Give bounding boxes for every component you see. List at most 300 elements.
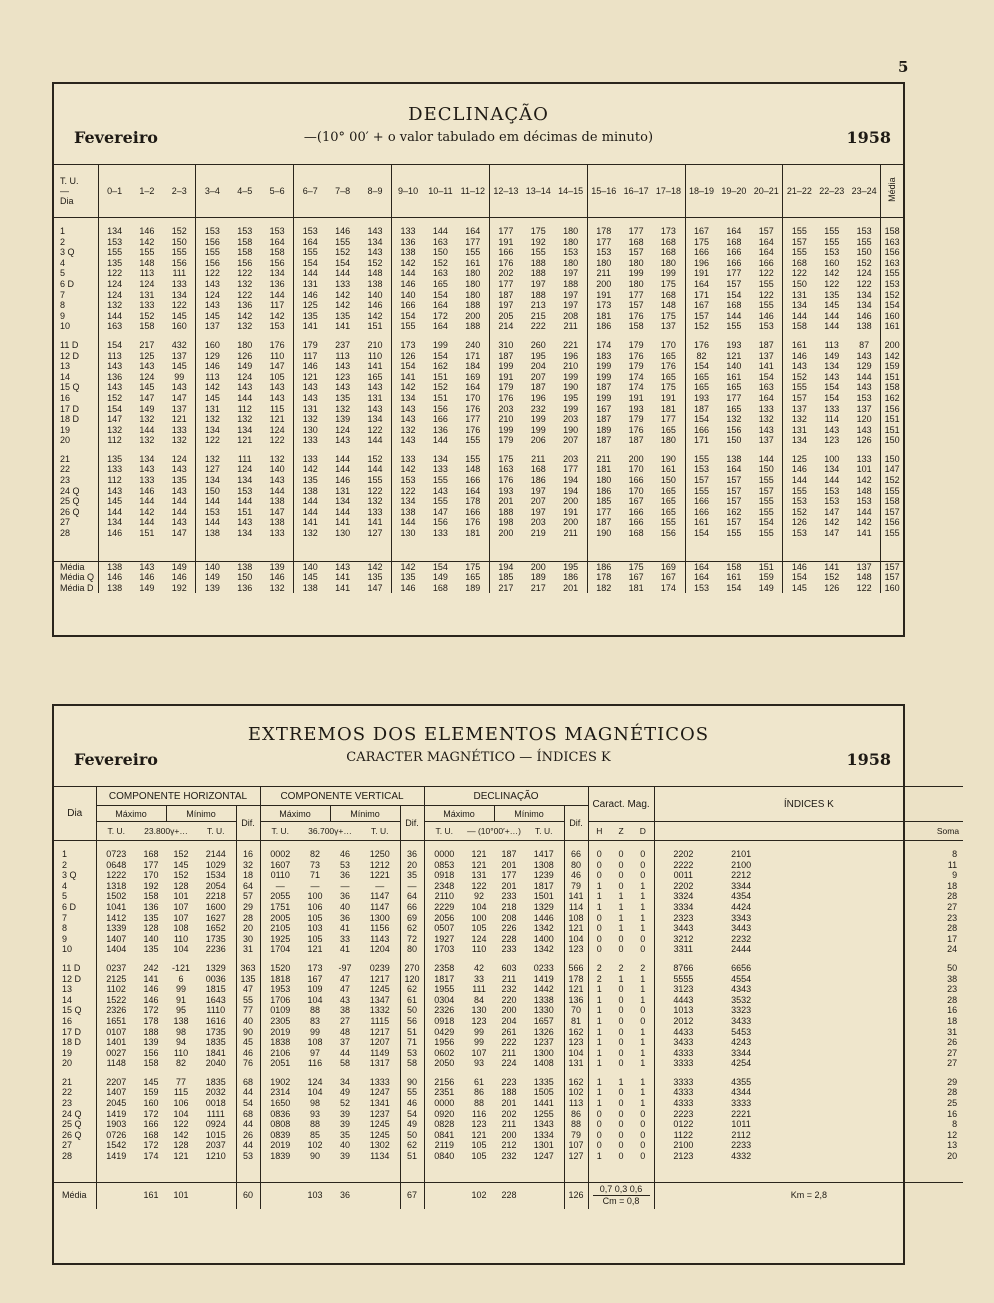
- table-row: [54, 891, 963, 902]
- hourly-value: 143: [856, 382, 872, 393]
- cell-value: 43: [340, 994, 351, 1005]
- cell-value: 166: [143, 1119, 159, 1130]
- cell-value: 0918: [424, 870, 464, 881]
- hourly-value: 124: [237, 464, 253, 475]
- hourly-value: 134: [196, 425, 229, 436]
- cell-value: 28: [947, 1087, 958, 1098]
- hourly-value: 165: [660, 506, 676, 517]
- hourly-value: 152: [856, 257, 872, 268]
- hourly-value: 134: [783, 435, 816, 446]
- hourly-value: 144: [726, 310, 742, 321]
- cell-value: 2100: [731, 859, 752, 870]
- cell-value: 107: [471, 1047, 487, 1058]
- hourly-value: 154: [98, 404, 131, 415]
- cell-value: 41: [340, 923, 351, 934]
- day-label: Média Q: [60, 572, 95, 583]
- cell-value: 0: [588, 870, 610, 881]
- hourly-value: 168: [530, 464, 546, 475]
- hourly-value: 181: [465, 528, 481, 539]
- cell-value: 3212: [654, 934, 712, 945]
- cell-value: 1339: [96, 923, 136, 934]
- row-mean: 157: [881, 507, 903, 518]
- hourly-value: 132: [139, 414, 155, 425]
- hourly-value: 171: [465, 350, 481, 361]
- row-mean: 162: [881, 393, 903, 404]
- hourly-value: 143: [367, 226, 383, 236]
- cell-value: 1419: [96, 1151, 136, 1162]
- declinacao-title: DECLINAÇÃO: [408, 104, 549, 125]
- cell-value: 82: [310, 849, 321, 859]
- hour-header: 6–7: [294, 165, 327, 218]
- hourly-value: 168: [660, 236, 676, 247]
- cell-value: 1835: [205, 1037, 226, 1048]
- table-row: [54, 247, 903, 258]
- cell-value: 0233: [533, 962, 554, 973]
- cell-value: 1902: [260, 1077, 300, 1088]
- cell-value: 211: [501, 1119, 517, 1130]
- hourly-value: 137: [856, 403, 872, 414]
- empty-cell: [294, 539, 327, 562]
- hourly-value: 144: [824, 321, 840, 332]
- cell-value: 242: [143, 962, 159, 973]
- hourly-value: 143: [824, 371, 840, 382]
- h-min-tu: T. U.: [196, 822, 236, 841]
- day-label: 6 D: [60, 278, 75, 289]
- cell-value: 24: [947, 944, 958, 955]
- hourly-value: 150: [856, 247, 872, 258]
- cell-value: 27: [947, 901, 958, 912]
- empty-cell: [770, 1162, 963, 1183]
- cell-value: 110: [173, 933, 189, 944]
- hourly-value: 141: [335, 517, 351, 528]
- hour-header: 10–11: [424, 165, 457, 218]
- table-row: [54, 1140, 963, 1151]
- day-label: 26 Q: [60, 506, 80, 517]
- hourly-value: 147: [139, 392, 155, 403]
- hourly-value: 152: [98, 393, 131, 404]
- cell-value: 1953: [260, 984, 300, 995]
- hourly-value: 146: [269, 572, 285, 583]
- empty-cell: [712, 1069, 770, 1077]
- hourly-value: 135: [171, 475, 187, 486]
- table-row: [54, 454, 903, 465]
- h-letter: H: [588, 822, 610, 841]
- table-row: [54, 290, 903, 301]
- cell-value: 47: [340, 973, 351, 984]
- empty-cell: [587, 539, 620, 562]
- cell-value: 103: [307, 923, 323, 934]
- cell-value: 0: [640, 1108, 646, 1119]
- empty-cell: [620, 332, 653, 340]
- cell-value: 1408: [533, 1058, 554, 1069]
- cell-value: 0723: [96, 849, 136, 860]
- hourly-value: 180: [563, 236, 579, 247]
- hour-header: 3–4: [196, 165, 229, 218]
- empty-cell: [494, 1069, 524, 1077]
- hourly-value: 134: [335, 496, 351, 507]
- empty-cell: [588, 1069, 610, 1077]
- empty-cell: [98, 332, 131, 340]
- cell-value: 72: [400, 934, 424, 945]
- row-mean: 163: [881, 258, 903, 269]
- cell-value: 0000: [424, 1098, 464, 1109]
- cell-value: 2144: [205, 849, 226, 859]
- table-row: [54, 486, 903, 497]
- hourly-value: 152: [432, 257, 448, 268]
- hourly-value: 129: [856, 361, 872, 372]
- cell-value: 152: [173, 870, 189, 881]
- hourly-value: 143: [367, 247, 383, 258]
- cell-value: 1222: [96, 870, 136, 881]
- hourly-value: 144: [171, 496, 187, 507]
- hourly-value: 122: [758, 268, 774, 279]
- hourly-value: 121: [294, 372, 327, 383]
- hourly-value: 153: [563, 247, 579, 258]
- cell-value: 0: [618, 1087, 624, 1098]
- cell-value: 158: [143, 1058, 159, 1069]
- day-label: 5: [60, 268, 66, 279]
- hourly-value: 164: [726, 464, 742, 475]
- hourly-value: 155: [824, 226, 840, 236]
- hourly-value: 199: [587, 393, 620, 404]
- cell-value: 1: [588, 1048, 610, 1059]
- hourly-value: 188: [563, 278, 579, 289]
- hourly-value: 143: [335, 382, 351, 393]
- hourly-value: 175: [660, 278, 676, 289]
- hourly-value: 137: [196, 321, 229, 332]
- cell-value: 2112: [731, 1129, 751, 1140]
- cell-value: 1818: [260, 974, 300, 985]
- cell-value: 1505: [533, 1087, 554, 1098]
- cell-value: 44: [236, 1119, 260, 1130]
- hourly-value: 123: [824, 435, 840, 446]
- hourly-value: 187: [489, 351, 522, 362]
- d-min-tu: T. U.: [524, 822, 564, 841]
- hourly-value: 134: [824, 361, 840, 372]
- hourly-value: 138: [228, 561, 261, 572]
- hourly-value: 169: [465, 371, 481, 382]
- hourly-value: 146: [139, 572, 155, 583]
- hourly-value: 148: [856, 572, 872, 583]
- hourly-value: 208: [563, 310, 579, 321]
- cell-value: 0: [640, 1119, 646, 1130]
- cell-value: 0: [618, 849, 624, 859]
- hourly-value: 147: [432, 506, 448, 517]
- hourly-value: 187: [489, 290, 522, 301]
- cell-value: 50: [400, 1130, 424, 1141]
- hourly-value: 115: [269, 403, 285, 414]
- cell-value: 1: [640, 1087, 646, 1098]
- cell-value: 1343: [533, 1119, 554, 1130]
- empty-cell: [196, 841, 236, 850]
- cell-value: 1342: [533, 923, 554, 934]
- hourly-value: 153: [269, 226, 285, 236]
- day-label: 22: [62, 1087, 73, 1098]
- hourly-value: 122: [367, 424, 383, 435]
- hourly-value: 122: [98, 268, 131, 279]
- hourly-value: 136: [237, 582, 253, 593]
- hourly-value: 165: [432, 278, 448, 289]
- hourly-value: 141: [758, 361, 774, 372]
- cell-value: 232: [501, 1151, 517, 1162]
- cell-value: 1250: [369, 849, 390, 859]
- hourly-value: 146: [294, 361, 327, 372]
- hourly-value: 135: [98, 258, 131, 269]
- table-row: [54, 1130, 963, 1141]
- hourly-value: 199: [489, 425, 522, 436]
- hourly-value: 82: [685, 351, 718, 362]
- table-row: [54, 974, 963, 985]
- hourly-value: 200: [563, 517, 579, 528]
- hourly-value: 146: [139, 485, 155, 496]
- hourly-value: 137: [171, 403, 187, 414]
- hourly-value: 172: [432, 310, 448, 321]
- hour-header: 23–24: [848, 165, 881, 218]
- cell-value: 9: [952, 870, 958, 881]
- row-mean: 155: [881, 486, 903, 497]
- table-row: [54, 1119, 963, 1130]
- empty-cell: [260, 955, 300, 963]
- empty-cell: [457, 539, 490, 562]
- cell-value: 4554: [731, 973, 752, 984]
- cell-value: 1835: [205, 1076, 226, 1087]
- hourly-value: 155: [196, 247, 229, 258]
- cell-value: 34: [340, 1076, 351, 1087]
- hourly-value: 186: [587, 561, 620, 572]
- hourly-value: 155: [432, 496, 448, 507]
- hourly-value: 155: [758, 300, 774, 311]
- cell-value: 23: [947, 912, 958, 923]
- hourly-value: 87: [859, 339, 870, 350]
- empty-cell: [652, 332, 685, 340]
- hourly-value: 133: [294, 454, 327, 465]
- table-row: [54, 944, 963, 955]
- hourly-value: 166: [685, 425, 718, 436]
- hourly-value: 124: [98, 290, 131, 301]
- table-row: [54, 528, 903, 539]
- hourly-value: 179: [628, 339, 644, 350]
- hourly-value: 125: [139, 350, 155, 361]
- cell-value: 66: [564, 849, 588, 860]
- cell-value: 136: [564, 995, 588, 1006]
- cell-value: —: [310, 880, 320, 891]
- table-row: [54, 361, 903, 372]
- hourly-value: 155: [783, 486, 816, 497]
- hourly-value: 143: [367, 403, 383, 414]
- hourly-value: 143: [237, 517, 253, 528]
- hourly-value: 146: [98, 572, 131, 583]
- cell-value: 1217: [369, 1026, 390, 1037]
- hourly-value: 157: [628, 247, 644, 258]
- hour-header: 15–16: [587, 165, 620, 218]
- cell-value: 0429: [424, 1027, 464, 1038]
- row-mean: 160: [881, 311, 903, 322]
- empty-cell: [424, 1182, 464, 1209]
- hourly-value: 213: [530, 300, 546, 311]
- hourly-value: 195: [563, 392, 579, 403]
- cell-value: 102: [564, 1087, 588, 1098]
- cell-value: 135: [143, 944, 159, 955]
- cell-value: 603: [501, 962, 517, 973]
- hourly-value: 143: [392, 404, 425, 415]
- hourly-value: 142: [335, 289, 351, 300]
- cell-value: 1210: [205, 1151, 226, 1162]
- empty-cell: [555, 539, 588, 562]
- cell-value: 100: [471, 912, 487, 923]
- hourly-value: 141: [335, 572, 351, 583]
- hourly-value: 163: [432, 236, 448, 247]
- cell-value: 1400: [533, 933, 554, 944]
- cell-value: 121: [471, 1129, 487, 1140]
- cell-value: 28: [947, 891, 958, 902]
- day-label: 7: [60, 289, 66, 300]
- hourly-value: 143: [856, 424, 872, 435]
- hourly-value: 164: [432, 321, 448, 332]
- cell-value: 2037: [205, 1140, 226, 1151]
- hourly-value: 112: [98, 435, 131, 446]
- hourly-value: 199: [628, 268, 644, 279]
- empty-cell: [524, 841, 564, 850]
- cell-value: 1102: [96, 984, 136, 995]
- cell-value: 18: [236, 870, 260, 881]
- cell-value: 39: [340, 1119, 351, 1130]
- hourly-value: 161: [726, 371, 742, 382]
- cell-value: 233: [501, 891, 517, 902]
- day-label: 22: [60, 464, 71, 475]
- cell-value: 83: [310, 1015, 321, 1026]
- hourly-value: 180: [465, 289, 481, 300]
- empty-cell: [228, 218, 261, 227]
- cell-value: 6656: [731, 962, 752, 973]
- cell-value: 58: [400, 1058, 424, 1069]
- hourly-value: 145: [294, 572, 327, 583]
- table-row: [54, 393, 903, 404]
- cell-value: 33: [340, 933, 351, 944]
- hourly-value: 131: [294, 404, 327, 415]
- hourly-value: 111: [172, 268, 187, 279]
- cell-value: 12: [947, 1129, 958, 1140]
- hourly-value: 143: [139, 464, 155, 475]
- cell-value: 1841: [205, 1047, 226, 1058]
- cell-value: 3333: [731, 1098, 752, 1109]
- cell-value: 8766: [654, 963, 712, 974]
- cell-value: 131: [564, 1058, 588, 1069]
- hourly-value: 197: [530, 506, 546, 517]
- empty-cell: [881, 446, 903, 454]
- cell-value: 1: [640, 994, 646, 1005]
- hourly-value: 149: [196, 572, 229, 583]
- cell-value: 1: [640, 973, 646, 984]
- cell-value: 0: [618, 1151, 624, 1162]
- hourly-value: 197: [489, 300, 522, 311]
- cell-value: 1: [618, 891, 624, 902]
- hourly-value: 164: [685, 561, 718, 572]
- hourly-value: 165: [685, 372, 718, 383]
- hourly-value: 210: [489, 414, 522, 425]
- d-min-header: Mínimo: [494, 806, 564, 822]
- day-label: 15 Q: [62, 1005, 82, 1016]
- hourly-value: 189: [465, 582, 481, 593]
- hourly-value: 135: [367, 572, 383, 583]
- empty-cell: [424, 1162, 464, 1183]
- hourly-value: 131: [294, 279, 327, 290]
- cell-value: 2125: [96, 974, 136, 985]
- hourly-value: 187: [530, 382, 546, 393]
- hourly-value: 164: [758, 236, 774, 247]
- cell-value: 1239: [533, 870, 554, 881]
- cell-value: 38: [340, 1005, 351, 1016]
- cell-value: 1542: [96, 1140, 136, 1151]
- cell-value: 1652: [205, 923, 226, 934]
- cell-value: 2005: [260, 913, 300, 924]
- day-label: 17 D: [62, 1026, 82, 1037]
- v-min-header: Mínimo: [330, 806, 400, 822]
- empty-cell: [750, 446, 783, 454]
- hourly-value: 179: [628, 414, 644, 425]
- empty-cell: [136, 955, 166, 963]
- cell-value: 90: [310, 1151, 321, 1162]
- cell-value: 1332: [369, 1005, 390, 1016]
- hourly-value: 139: [335, 414, 351, 425]
- hourly-value: 132: [171, 435, 187, 446]
- cell-value: 3324: [654, 891, 712, 902]
- hourly-value: 197: [563, 268, 579, 279]
- hourly-value: 163: [432, 268, 448, 279]
- row-mean: 154: [881, 300, 903, 311]
- cell-value: 128: [173, 880, 189, 891]
- hourly-value: 142: [237, 310, 253, 321]
- cell-value: 1347: [369, 994, 390, 1005]
- hourly-value: 127: [196, 464, 229, 475]
- hourly-value: 176: [628, 350, 644, 361]
- hourly-value: 177: [726, 268, 742, 279]
- cell-value: 2050: [424, 1058, 464, 1069]
- cell-value: 1735: [205, 933, 226, 944]
- hourly-value: 136: [237, 300, 253, 311]
- hourly-value: 180: [563, 226, 579, 236]
- row-gap: [54, 218, 903, 227]
- empty-cell: [524, 955, 564, 963]
- hourly-value: 157: [726, 496, 742, 507]
- cell-value: 37: [340, 1037, 351, 1048]
- empty-cell: [489, 539, 522, 562]
- empty-cell: [392, 332, 425, 340]
- hourly-value: 175: [457, 561, 490, 572]
- hourly-value: 147: [98, 414, 131, 425]
- cell-value: 2: [618, 962, 624, 973]
- hourly-value: 207: [530, 371, 546, 382]
- hourly-value: 144: [139, 517, 155, 528]
- hourly-value: 153: [758, 321, 774, 332]
- cell-value: 1148: [96, 1058, 136, 1069]
- hourly-value: 137: [171, 350, 187, 361]
- hourly-value: 177: [489, 279, 522, 290]
- day-label: 12 D: [62, 973, 82, 984]
- footer-caract: [588, 1182, 654, 1209]
- hourly-value: 179: [489, 435, 522, 446]
- empty-cell: [815, 332, 848, 340]
- hourly-value: 211: [587, 268, 620, 279]
- hourly-value: 155: [660, 517, 676, 528]
- empty-cell: [464, 841, 494, 850]
- hourly-value: 135: [294, 475, 327, 486]
- hourly-value: 217: [139, 339, 155, 350]
- cell-value: 188: [501, 1087, 517, 1098]
- cell-value: 0602: [424, 1048, 464, 1059]
- empty-cell: [783, 218, 816, 227]
- cell-value: 100: [307, 891, 323, 902]
- row-mean: 150: [881, 454, 903, 465]
